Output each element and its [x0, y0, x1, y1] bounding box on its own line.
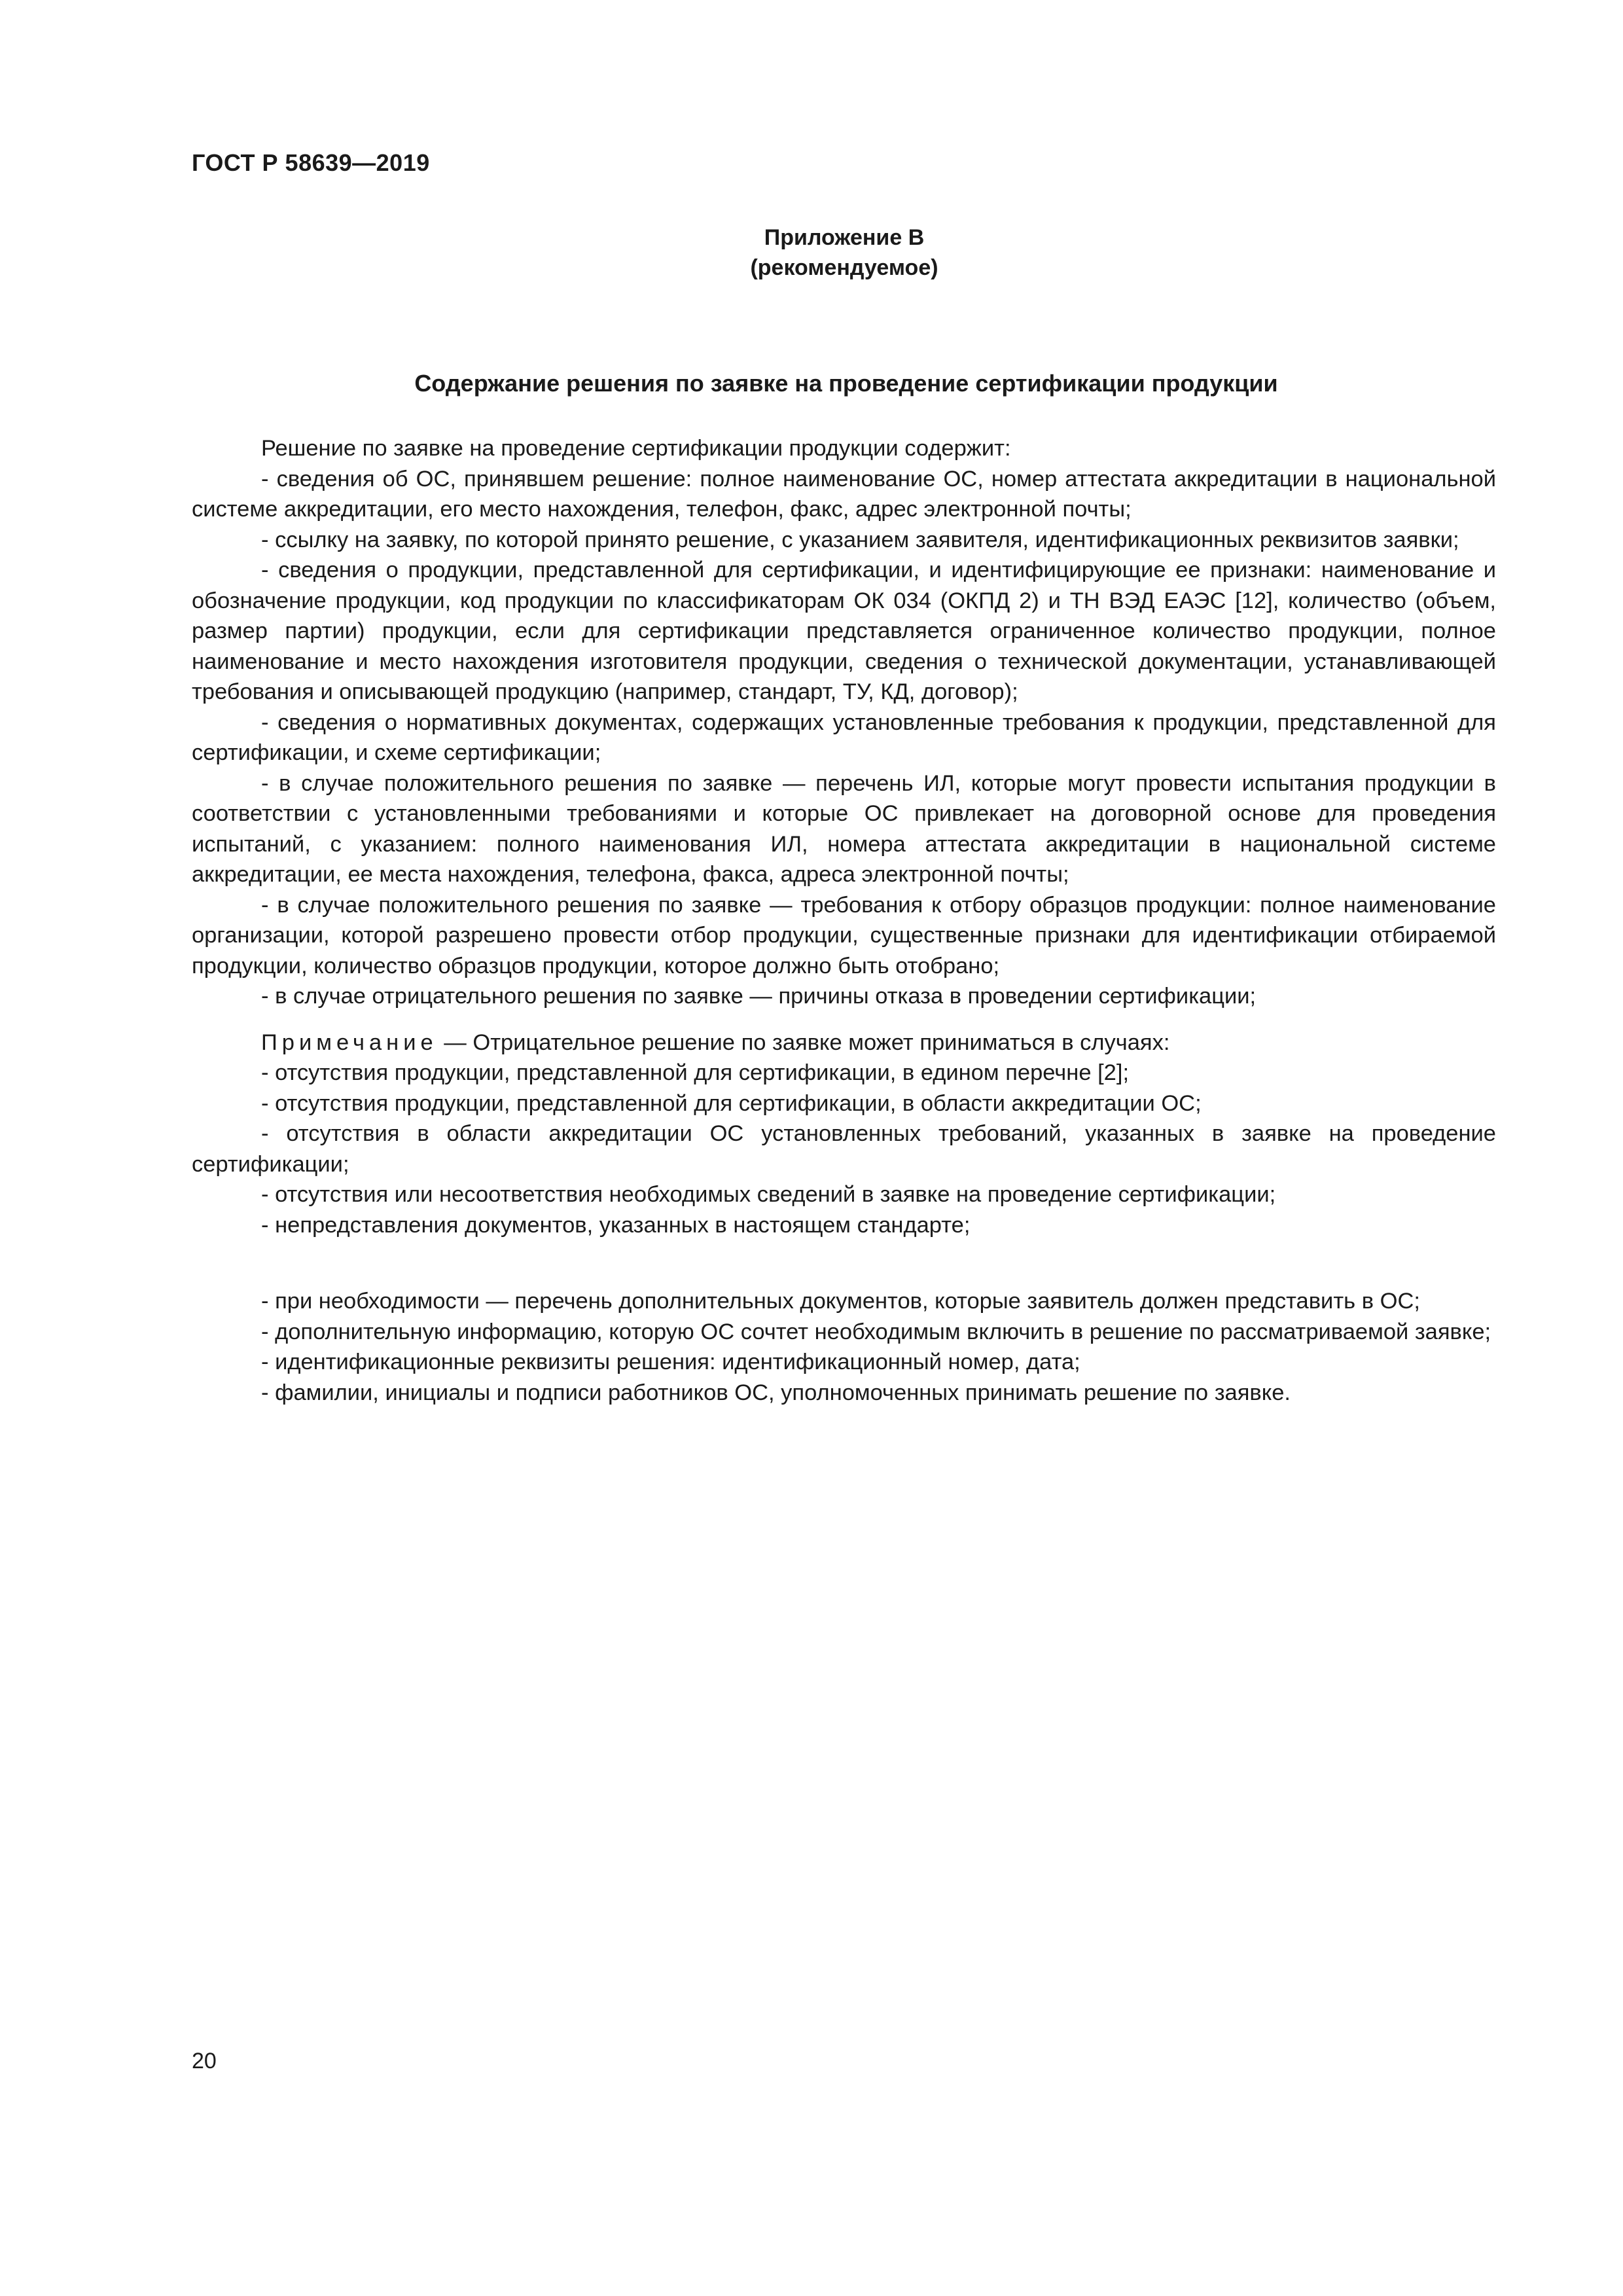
list-item: - ссылку на заявку, по которой принято решение, с указанием заявителя, идентификационных реквизитов заявки;	[261, 527, 1459, 552]
note-intro	[192, 1028, 1496, 1058]
intro-paragraph: Решение по заявке на проведение сертификации продукции содержит:	[261, 436, 1011, 461]
document-body	[192, 433, 1496, 1408]
list-item: - дополнительную информацию, которую ОС сочтет необходимым включить в решение по рассматриваемой заявке;	[261, 1319, 1491, 1344]
note-item: - отсутствия в области аккредитации ОС установленных требований, указанных в заявке на проведение сертификации;	[192, 1121, 1496, 1177]
standard-code: ГОСТ Р 58639—2019	[192, 149, 430, 176]
spacer	[192, 1240, 1496, 1286]
list-item: - фамилии, инициалы и подписи работников ОС, уполномоченных принимать решение по заявке.	[261, 1380, 1291, 1405]
note-label: Примечание	[261, 1030, 438, 1055]
appendix-title: Приложение В	[764, 225, 925, 250]
note-block	[192, 1028, 1496, 1241]
list-item: - при необходимости — перечень дополнительных документов, которые заявитель должен представить в ОС;	[261, 1289, 1420, 1314]
list-item: - в случае положительного решения по заявке — требования к отбору образцов продукции: полное наименование организации, которой разрешено провести отбор продукции, существенные признаки для идентификации отбираемой продукции, количество образцов продукции, которое должно быть отобрано;	[192, 892, 1496, 978]
list-item: - сведения об ОС, принявшем решение: полное наименование ОС, номер аттестата аккредитации в национальной системе аккредитации, его место нахождения, телефон, факс, адрес электронной почты;	[192, 466, 1496, 522]
note-item: - отсутствия продукции, представленной для сертификации, в едином перечне [2];	[261, 1060, 1130, 1085]
note-item: - отсутствия продукции, представленной для сертификации, в области аккредитации ОС;	[261, 1090, 1202, 1116]
list-item: - сведения о нормативных документах, содержащих установленные требования к продукции, представленной для сертификации, и схеме сертификации;	[192, 709, 1496, 765]
list-item: - в случае отрицательного решения по заявке — причины отказа в проведении сертификации;	[261, 984, 1257, 1009]
document-title: Содержание решения по заявке на проведение сертификации продукции	[414, 370, 1278, 397]
note-item: - отсутствия или несоответствия необходимых сведений в заявке на проведение сертификации;	[261, 1182, 1276, 1207]
list-item: - идентификационные реквизиты решения: идентификационный номер, дата;	[261, 1350, 1080, 1374]
list-item: - в случае положительного решения по заявке — перечень ИЛ, которые могут провести испытания продукции в соответствии с установленными требованиями и которые ОС привлекает на договорной основе для проведения испытаний, с указанием: полного наименования ИЛ, номера аттестата аккредитации в национальной системе аккредитации, ее места нахождения, телефона, факса, адреса электронной почты;	[192, 770, 1496, 887]
appendix-status: (рекомендуемое)	[750, 255, 938, 280]
list-item: - сведения о продукции, представленной для сертификации, и идентифицирующие ее признаки: наименование и обозначение продукции, код продукции по классификаторам ОК 034 (ОКПД 2) и ТН ВЭД ЕАЭС [12], количество (объем, размер партии) продукции, если для сертификации представляется ограниченное количество продукции, полное наименование и место нахождения изготовителя продукции, сведения о технической документации, устанавливающей требования и описывающей продукцию (например, стандарт, ТУ, КД, договор);	[192, 558, 1496, 704]
page-number: 20	[192, 2049, 217, 2073]
appendix-heading	[0, 223, 1623, 283]
note-item: - непредставления документов, указанных в настоящем стандарте;	[261, 1212, 971, 1238]
note-text: — Отрицательное решение по заявке может приниматься в случаях:	[437, 1030, 1170, 1055]
